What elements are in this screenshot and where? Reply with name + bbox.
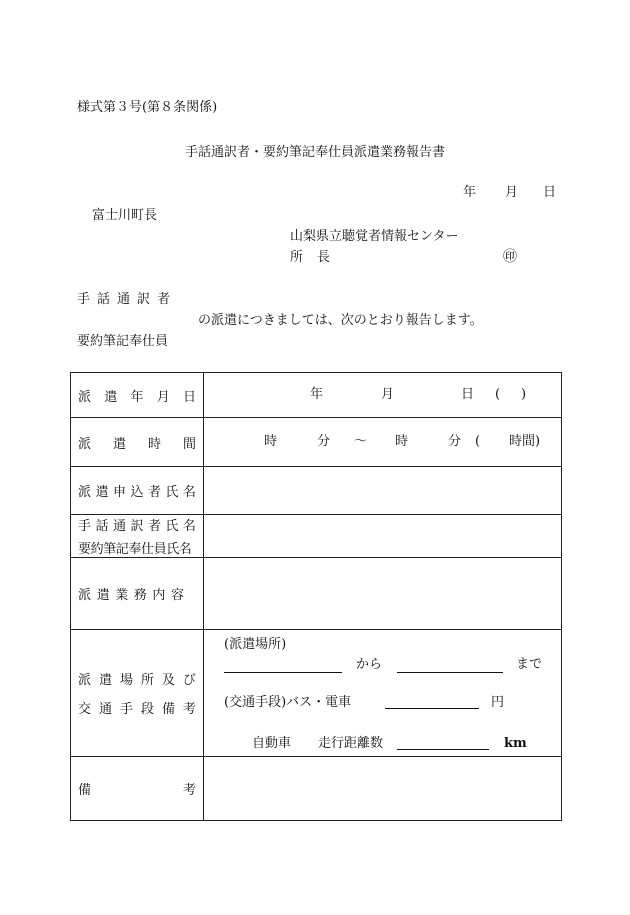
sender-organization: 山梨県立聴覚者情報センター — [290, 229, 459, 244]
date-year: 年 — [463, 185, 477, 200]
label-char: 間 — [182, 436, 196, 452]
time-total-hours: 時間) — [509, 434, 541, 449]
label-char: 通 — [98, 702, 112, 717]
role-char: 手 — [77, 292, 91, 307]
label-char: 備 — [78, 783, 92, 798]
label-char: 時 — [147, 436, 161, 452]
label-char: 遣 — [112, 436, 126, 452]
label-char: 業 — [115, 588, 129, 603]
label-char: 段 — [140, 702, 154, 717]
label-char: 手 — [78, 519, 92, 534]
label-char: 遣 — [98, 673, 112, 688]
role-interpreter — [77, 293, 170, 306]
date-day: 日 — [543, 185, 557, 200]
time-hour-start: 時 — [264, 434, 278, 449]
role-summary-writer: 要約筆記奉仕員 — [77, 334, 169, 349]
label-summary-writer-name: 要約筆記奉仕員氏名 — [78, 542, 192, 557]
label-char: 務 — [133, 588, 147, 603]
time-minute-end: 分 — [448, 434, 462, 449]
label-char: 派 — [78, 485, 92, 500]
body-text: の派遣につきましては、次のとおり報告します。 — [198, 313, 483, 328]
place-heading: (派遣場所) — [224, 637, 287, 652]
table-row — [71, 757, 562, 821]
form-number: 様式第３号(第８条関係) — [77, 100, 218, 115]
sender-title-1: 所 — [290, 250, 304, 265]
value-remarks[interactable] — [204, 757, 562, 821]
label-char: 者 — [147, 485, 161, 500]
label-char: 申 — [112, 485, 126, 500]
label-char: 考 — [182, 702, 196, 717]
time-paren-open: ( — [475, 434, 481, 449]
table-row — [71, 373, 562, 418]
label-char: 名 — [182, 485, 196, 500]
label-char: 月 — [156, 389, 170, 405]
label-char: 場 — [119, 673, 133, 688]
label-char: 派 — [78, 673, 92, 688]
label-char: 容 — [170, 588, 184, 603]
place-to-blank[interactable] — [397, 658, 503, 673]
label-char: 者 — [147, 519, 161, 534]
label-char: 話 — [95, 519, 109, 534]
label-char: 遣 — [95, 485, 109, 500]
value-dispatch-date[interactable] — [204, 373, 562, 418]
date-day-unit: 日 — [461, 387, 475, 402]
label-char: 内 — [152, 588, 166, 603]
label-work-content — [71, 558, 204, 630]
table-row — [71, 418, 562, 467]
table-row — [71, 558, 562, 630]
table-row — [71, 630, 562, 757]
yen-label: 円 — [491, 695, 505, 710]
table-row — [71, 467, 562, 515]
label-char: 氏 — [165, 485, 179, 500]
value-interpreter-name[interactable] — [204, 515, 562, 558]
label-char: 年 — [130, 389, 144, 405]
label-char: 備 — [161, 702, 175, 717]
label-place-transport — [71, 630, 204, 757]
place-from-label: から — [356, 657, 383, 672]
transport-heading: (交通手段)バス・電車 — [224, 695, 352, 710]
report-table — [70, 372, 562, 821]
label-char: 及 — [161, 673, 175, 688]
date-year-unit: 年 — [310, 387, 324, 402]
label-char: 通 — [112, 519, 126, 534]
label-char: 日 — [182, 389, 196, 405]
addressee: 富士川町長 — [92, 208, 158, 223]
value-dispatch-time[interactable] — [204, 418, 562, 467]
time-hour-end: 時 — [395, 434, 409, 449]
label-char: 込 — [130, 485, 144, 500]
role-char: 話 — [96, 292, 110, 307]
label-char: 遣 — [104, 389, 118, 405]
label-char: 遣 — [96, 588, 110, 603]
place-from-blank[interactable] — [224, 658, 342, 673]
value-applicant-name[interactable] — [204, 467, 562, 515]
role-char: 訳 — [136, 292, 150, 307]
label-char: 名 — [182, 519, 196, 534]
value-work-content[interactable] — [204, 558, 562, 630]
date-month-unit: 月 — [381, 387, 395, 402]
car-label: 自動車 — [252, 736, 292, 751]
label-interpreter-name — [71, 515, 204, 558]
label-char: 氏 — [165, 519, 179, 534]
time-tilde: 〜 — [354, 434, 368, 449]
distance-label: 走行距離数 — [318, 736, 384, 751]
table-row — [71, 515, 562, 558]
label-remarks — [71, 757, 204, 821]
time-minute-start: 分 — [317, 434, 331, 449]
label-char: び — [182, 673, 196, 688]
label-char: 交 — [78, 702, 92, 717]
date-month: 月 — [505, 185, 519, 200]
place-to-label: まで — [516, 657, 543, 672]
km-label: km — [504, 736, 527, 751]
label-char: 派 — [78, 436, 92, 452]
weekday-paren-open: ( — [495, 387, 501, 402]
label-dispatch-date — [71, 373, 204, 418]
label-char: 考 — [182, 783, 196, 798]
label-char: 派 — [78, 389, 92, 405]
distance-blank[interactable] — [397, 735, 489, 750]
label-char: 所 — [140, 673, 154, 688]
sender-title-2: 長 — [317, 250, 331, 265]
value-place-transport[interactable] — [204, 630, 562, 757]
document-title: 手話通訳者・要約筆記奉仕員派遣業務報告書 — [185, 145, 446, 160]
label-char: 手 — [119, 702, 133, 717]
label-applicant-name — [71, 467, 204, 515]
fare-blank[interactable] — [385, 694, 479, 709]
role-char: 通 — [116, 292, 130, 307]
label-char: 派 — [78, 588, 92, 603]
label-char: 訳 — [130, 519, 144, 534]
role-char: 者 — [156, 292, 170, 307]
weekday-paren-close: ) — [521, 387, 527, 402]
label-dispatch-time — [71, 418, 204, 467]
seal-mark: ㊞ — [503, 249, 517, 265]
